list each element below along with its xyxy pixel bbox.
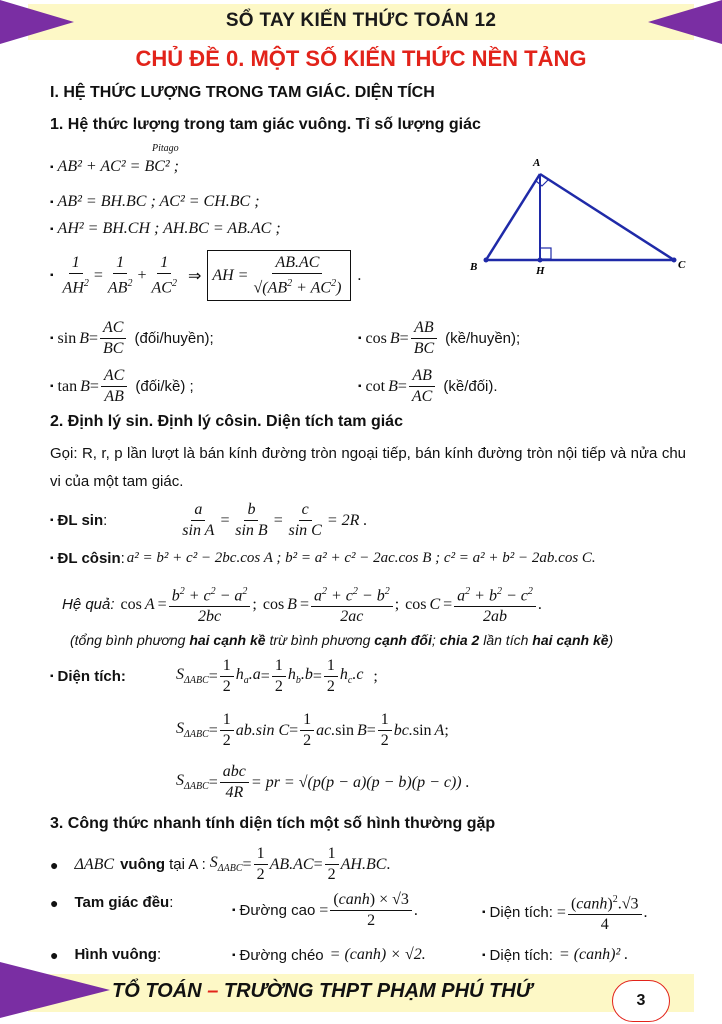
footer-school: TỔ TOÁN – TRƯỜNG THPT PHẠM PHÚ THỨ: [112, 980, 532, 1002]
intro-paragraph: Gọi: R, r, p lần lượt là bán kính đường tròn ngoại tiếp, bán kính đường tròn nội tiếp và nửa chu vi của một tam giác.: [50, 445, 686, 490]
altitude-reciprocal-formula: ▪ $\frac{1}{AH^2}$ = $\frac{1}{AB^2}$ + $\frac{1}{AC^2}$ ⇒ AH = $\frac{AB.AC}{√(AB^2 + AC^2)}$ .: [50, 250, 361, 301]
sin-ratio: ▪ sin B = $\frac{AC}{BC}$ (đối/huyền);: [50, 319, 214, 357]
page-number: 3: [612, 980, 670, 1022]
label-a: A: [533, 157, 541, 169]
section-heading: I. HỆ THỨC LƯỢNG TRONG TAM GIÁC. DIỆN TÍCH: [50, 84, 435, 101]
subsection-heading: 1. Hệ thức lượng trong tam giác vuông. Tỉ số lượng giác: [50, 116, 481, 133]
subsection-heading-2: 2. Định lý sin. Định lý côsin. Diện tích tam giác: [50, 413, 403, 430]
side-ab: [486, 174, 540, 260]
equilateral-triangle-row: ● Tam giác đều :: [50, 894, 174, 911]
point-h: [538, 258, 543, 263]
projection-formula: ▪ AB² = BH.BC ; AC² = CH.BC ;: [50, 193, 260, 210]
pitago-label: Pitago: [152, 143, 179, 154]
footer-arrow: [0, 962, 110, 1018]
label-b: B: [470, 261, 478, 273]
point-c: [672, 258, 677, 263]
book-title: SỔ TAY KIẾN THỨC TOÁN 12: [225, 10, 497, 31]
square-diagonal: ▪ Đường chéo = (canh) × √2.: [232, 946, 426, 964]
altitude-formula: ▪ AH² = BH.CH ; AH.BC = AB.AC ;: [50, 220, 281, 237]
area-formula-heights: $S_{\Delta ABC}$ = $\frac{1}{2}$ $h_a.a$ = $\frac{1}{2}$ $h_b.b$ = $\frac{1}{2}$ $h_c.c$ ;: [176, 657, 378, 695]
square-area: ▪ Diện tích: = (canh)² .: [482, 946, 629, 964]
side-ac: [540, 174, 674, 260]
equilateral-area: ▪ Diện tích: = $\frac{(canh)^2.√3}{4}$ .: [482, 890, 648, 935]
sine-law: ▪ ĐL sin : $\frac{a}{\text{sin A}}$ = $\frac{b}{\text{sin B}}$ = $\frac{c}{\text{sin C}}$ = 2R .: [50, 501, 368, 539]
cos-ratio: ▪ cos B = $\frac{AB}{BC}$ (kề/huyền);: [358, 319, 521, 357]
right-angle-mark-h: [540, 248, 551, 259]
right-triangle-area: ● ΔABC vuông tại A : $S_{\Delta ABC}$ = $\frac{1}{2}$ AB.AC = $\frac{1}{2}$ AH.BC .: [50, 845, 391, 883]
area-label-row: ▪ Diện tích:: [50, 668, 126, 685]
area-formula-heron: $S_{\Delta ABC}$ = $\frac{\text{abc}}{4R}$ = pr = √(p(p − a)(p − b)(p − c)) .: [176, 763, 470, 801]
corollary-note: (tổng bình phương hai cạnh kề trừ bình phương cạnh đối; chia 2 lần tích hai cạnh kề): [70, 632, 614, 648]
area-formula-sine: $S_{\Delta ABC}$ = $\frac{1}{2}$ ab.sin C = $\frac{1}{2}$ ac. sin B = $\frac{1}{2}$ bc. sin A ;: [176, 711, 449, 749]
right-angle-mark-a: [536, 180, 548, 186]
subsection-heading-3: 3. Công thức nhanh tính diện tích một số hình thường gặp: [50, 815, 496, 832]
label-h: H: [536, 265, 545, 277]
cot-ratio: ▪ cot B = $\frac{AB}{AC}$ (kề/đối).: [358, 367, 498, 405]
square-row: ● Hình vuông :: [50, 946, 162, 963]
label-c: C: [678, 259, 686, 271]
chapter-title: CHỦ ĐỀ 0. MỘT SỐ KIẾN THỨC NỀN TẢNG: [135, 46, 587, 71]
cosine-law: ▪ ĐL côsin : a² = b² + c² − 2bc.cos A ; b² = a² + c² − 2ac.cos B ; c² = a² + b² − 2ab.cos C.: [50, 550, 596, 567]
pythagoras-formula: ▪ AB² + AC² = BC² ;: [50, 158, 180, 175]
point-b: [484, 258, 489, 263]
tan-ratio: ▪ tan B = $\frac{AC}{AB}$ (đối/kề) ;: [50, 367, 194, 405]
cosine-corollary: Hệ quả: cos A = $\frac{b^2 + c^2 - a^2}{2bc}$ ; cos B = $\frac{a^2 + c^2 - b^2}{2ac}$ ; cos C = $\frac{a^2 + b^2 - c^2}{2ab}$ .: [62, 582, 542, 627]
right-triangle-diagram: [462, 150, 702, 280]
equilateral-height: ▪ Đường cao = $\frac{\text{(canh) × √3}}{2}$ .: [232, 891, 418, 929]
